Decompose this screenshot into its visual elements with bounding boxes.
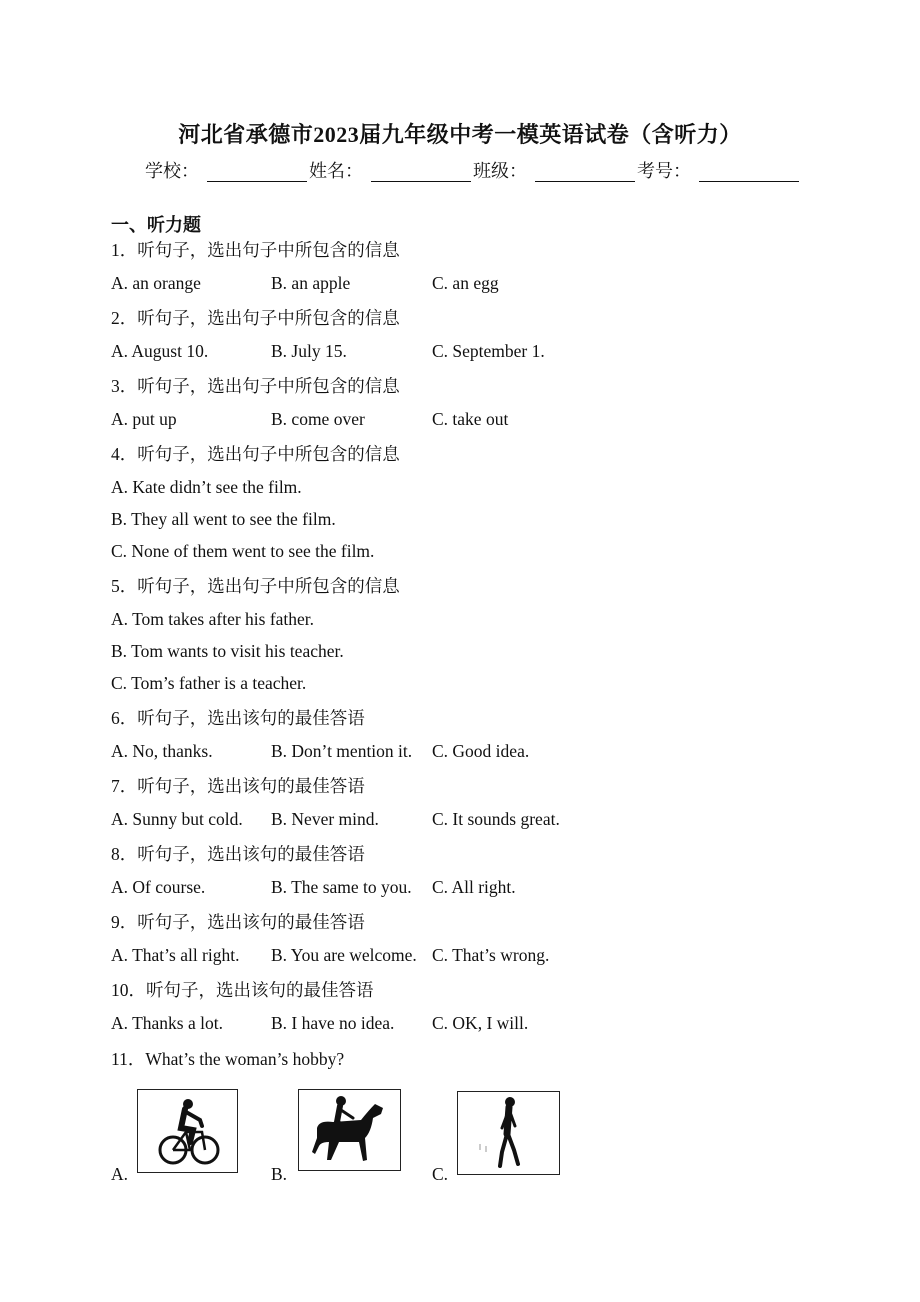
name-label: 姓名： bbox=[309, 161, 363, 181]
question-5: 5．听句子，选出句子中所包含的信息 bbox=[111, 576, 400, 596]
q7-option-a[interactable]: A. Sunny but cold. bbox=[111, 809, 243, 829]
question-7: 7．听句子，选出该句的最佳答语 bbox=[111, 776, 365, 796]
cycling-picture[interactable] bbox=[137, 1089, 238, 1173]
q5-option-a[interactable]: A. Tom takes after his father. bbox=[111, 609, 315, 629]
q6-option-b[interactable]: B. Don’t mention it. bbox=[271, 741, 413, 761]
q4-option-a[interactable]: A. Kate didn’t see the film. bbox=[111, 477, 302, 497]
question-8: 8．听句子，选出该句的最佳答语 bbox=[111, 844, 365, 864]
q2-option-c[interactable]: C. September 1. bbox=[432, 341, 545, 361]
q11-option-a[interactable]: A. bbox=[111, 1164, 129, 1184]
school-field[interactable] bbox=[207, 163, 307, 182]
q5-option-c[interactable]: C. Tom’s father is a teacher. bbox=[111, 673, 307, 693]
number-label: 考号： bbox=[637, 161, 691, 181]
question-6: 6．听句子，选出该句的最佳答语 bbox=[111, 708, 365, 728]
horse-riding-picture[interactable] bbox=[298, 1089, 401, 1171]
q4-option-c[interactable]: C. None of them went to see the film. bbox=[111, 541, 375, 561]
class-field[interactable] bbox=[535, 163, 635, 182]
question-9: 9．听句子，选出该句的最佳答语 bbox=[111, 912, 365, 932]
q2-option-b[interactable]: B. July 15. bbox=[271, 341, 347, 361]
q10-option-a[interactable]: A. Thanks a lot. bbox=[111, 1013, 223, 1033]
q7-option-b[interactable]: B. Never mind. bbox=[271, 809, 379, 829]
walking-icon bbox=[458, 1092, 559, 1174]
page-title: 河北省承德市2023届九年级中考一模英语试卷（含听力） bbox=[178, 122, 742, 147]
q9-option-b[interactable]: B. You are welcome. bbox=[271, 945, 417, 965]
q9-option-a[interactable]: A. That’s all right. bbox=[111, 945, 240, 965]
q11-option-b[interactable]: B. bbox=[271, 1164, 288, 1184]
question-11: 11．What’s the woman’s hobby? bbox=[111, 1049, 345, 1069]
q5-option-b[interactable]: B. Tom wants to visit his teacher. bbox=[111, 641, 344, 661]
q2-option-a[interactable]: A. August 10. bbox=[111, 341, 209, 361]
q1-option-b[interactable]: B. an apple bbox=[271, 273, 351, 293]
q10-option-c[interactable]: C. OK, I will. bbox=[432, 1013, 529, 1033]
question-3: 3．听句子，选出句子中所包含的信息 bbox=[111, 376, 400, 396]
q7-option-c[interactable]: C. It sounds great. bbox=[432, 809, 560, 829]
section-heading: 一、听力题 bbox=[111, 215, 201, 235]
question-1: 1．听句子，选出句子中所包含的信息 bbox=[111, 240, 400, 260]
q6-option-c[interactable]: C. Good idea. bbox=[432, 741, 530, 761]
q8-option-b[interactable]: B. The same to you. bbox=[271, 877, 412, 897]
name-field[interactable] bbox=[371, 163, 471, 182]
horse-riding-icon bbox=[299, 1090, 400, 1170]
question-4: 4．听句子，选出句子中所包含的信息 bbox=[111, 444, 400, 464]
class-label: 班级： bbox=[473, 161, 527, 181]
q3-option-a[interactable]: A. put up bbox=[111, 409, 177, 429]
q1-option-c[interactable]: C. an egg bbox=[432, 273, 499, 293]
q4-option-b[interactable]: B. They all went to see the film. bbox=[111, 509, 336, 529]
school-label: 学校： bbox=[145, 161, 199, 181]
student-info-row bbox=[145, 157, 801, 183]
q3-option-b[interactable]: B. come over bbox=[271, 409, 365, 429]
q1-option-a[interactable]: A. an orange bbox=[111, 273, 201, 293]
q3-option-c[interactable]: C. take out bbox=[432, 409, 509, 429]
walking-picture[interactable] bbox=[457, 1091, 560, 1175]
q8-option-a[interactable]: A. Of course. bbox=[111, 877, 206, 897]
q6-option-a[interactable]: A. No, thanks. bbox=[111, 741, 213, 761]
cycling-icon bbox=[138, 1090, 237, 1172]
q8-option-c[interactable]: C. All right. bbox=[432, 877, 516, 897]
q9-option-c[interactable]: C. That’s wrong. bbox=[432, 945, 550, 965]
q10-option-b[interactable]: B. I have no idea. bbox=[271, 1013, 395, 1033]
q11-option-c[interactable]: C. bbox=[432, 1164, 449, 1184]
question-2: 2．听句子，选出句子中所包含的信息 bbox=[111, 308, 400, 328]
number-field[interactable] bbox=[699, 163, 799, 182]
question-10: 10．听句子，选出该句的最佳答语 bbox=[111, 980, 374, 1000]
